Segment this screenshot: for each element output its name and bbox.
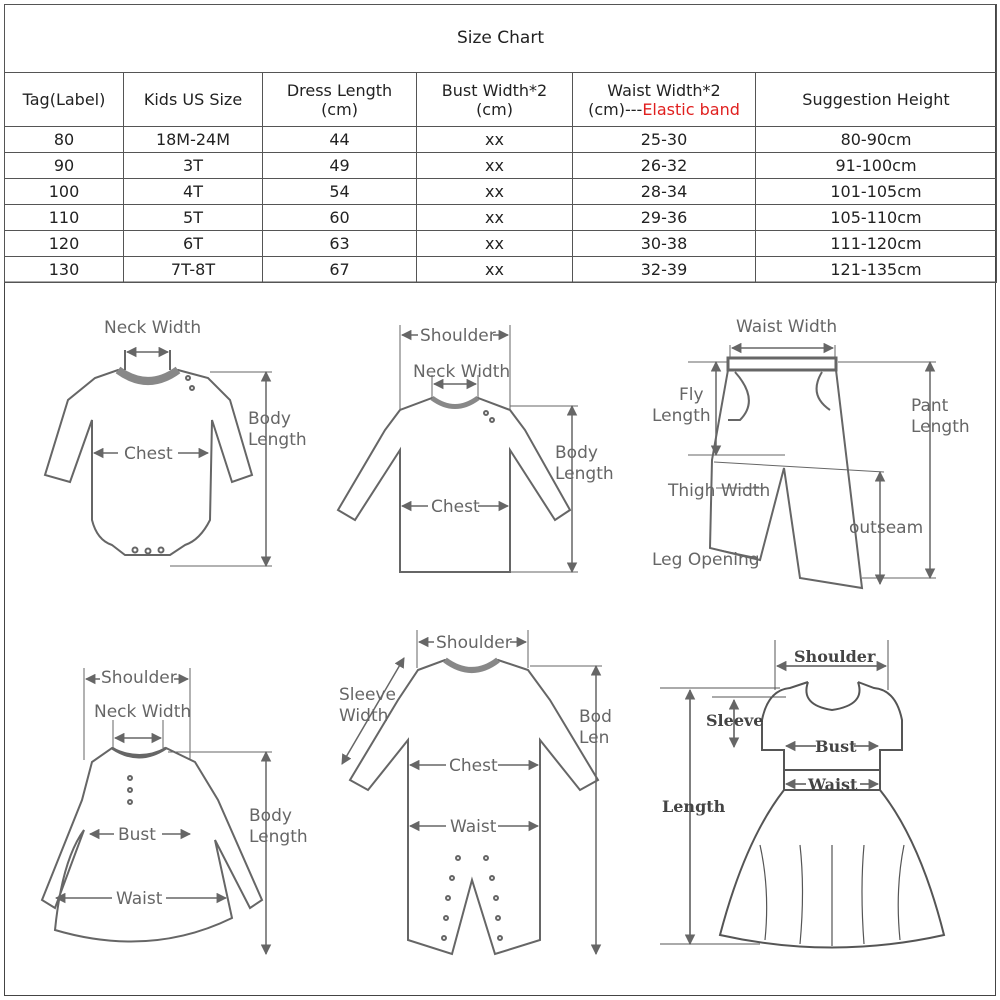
pants-outseam-label: outseam: [849, 518, 924, 538]
table-cell-bust: xx: [417, 127, 573, 153]
header-dress-length-line2: (cm): [321, 99, 358, 119]
romper-sleeve-label-1: Sleeve: [339, 685, 396, 705]
romper-shoulder-label: Shoulder: [436, 633, 512, 653]
header-waist-line1: Waist Width*2: [607, 80, 721, 100]
dress1-body-label-2: Length: [249, 827, 308, 847]
table-cell-length: 67: [263, 257, 417, 283]
table-cell-waist: 30-38: [573, 231, 756, 257]
romper-sleeve-label-2: Width: [339, 706, 389, 726]
table-cell-height: 111-120cm: [756, 231, 997, 257]
bodysuit-body-label-1: Body: [248, 409, 291, 429]
table-cell-bust: xx: [417, 231, 573, 257]
table-cell-us: 4T: [124, 179, 263, 205]
romper-chest-label: Chest: [449, 756, 498, 776]
table-cell-us: 3T: [124, 153, 263, 179]
dress2-length-label: Length: [662, 797, 726, 816]
shirt-neck-label: Neck Width: [413, 362, 511, 382]
romper-diagram: [342, 630, 602, 954]
shirt-body-label-2: Length: [555, 464, 614, 484]
table-cell-height: 121-135cm: [756, 257, 997, 283]
dress2-waist-label: Waist: [808, 775, 858, 794]
table-cell-us: 5T: [124, 205, 263, 231]
elastic-band-note: Elastic band: [642, 99, 740, 119]
romper-body-label-2: Len: [579, 728, 610, 748]
pants-thigh-label: Thigh Width: [668, 481, 771, 501]
table-cell-tag: 90: [5, 153, 124, 179]
table-cell-height: 105-110cm: [756, 205, 997, 231]
dress1-neck-label: Neck Width: [94, 702, 192, 722]
pants-pant-label-1: Pant: [911, 396, 949, 416]
shirt-body-label-1: Body: [555, 443, 598, 463]
table-cell-height: 80-90cm: [756, 127, 997, 153]
dress1-body-label-1: Body: [249, 806, 292, 826]
bodysuit-body-label-2: Length: [248, 430, 307, 450]
romper-waist-label: Waist: [450, 817, 497, 837]
header-kids-us-size: Kids US Size: [124, 73, 263, 127]
dress2-sleeve-label: Sleeve: [706, 711, 764, 730]
header-suggestion-height: Suggestion Height: [756, 73, 997, 127]
table-cell-length: 54: [263, 179, 417, 205]
header-bust-line1: Bust Width*2: [441, 80, 548, 100]
table-cell-length: 60: [263, 205, 417, 231]
table-cell-tag: 80: [5, 127, 124, 153]
table-cell-tag: 130: [5, 257, 124, 283]
table-cell-length: 49: [263, 153, 417, 179]
table-cell-waist: 29-36: [573, 205, 756, 231]
dress1-shoulder-label: Shoulder: [101, 668, 177, 688]
table-cell-length: 44: [263, 127, 417, 153]
table-cell-us: 6T: [124, 231, 263, 257]
dress1-waist-label: Waist: [116, 889, 163, 909]
table-cell-tag: 110: [5, 205, 124, 231]
table-cell-length: 63: [263, 231, 417, 257]
header-tag: Tag(Label): [5, 73, 124, 127]
shirt-shoulder-label: Shoulder: [420, 326, 496, 346]
romper-body-label-1: Bod: [579, 707, 612, 727]
pants-fly-label-2: Length: [652, 406, 711, 426]
dress2-bust-label: Bust: [815, 737, 857, 756]
table-cell-waist: 25-30: [573, 127, 756, 153]
table-cell-waist: 26-32: [573, 153, 756, 179]
dress-puff-sleeve-diagram: [660, 640, 944, 948]
bodysuit-neck-label: Neck Width: [104, 318, 202, 338]
table-cell-bust: xx: [417, 153, 573, 179]
table-cell-height: 91-100cm: [756, 153, 997, 179]
pants-leg-opening-label: Leg Opening: [652, 550, 760, 570]
pants-waist-label: Waist Width: [736, 317, 838, 337]
header-bust-line2: (cm): [476, 99, 513, 119]
dress1-bust-label: Bust: [118, 825, 156, 845]
table-title: Size Chart: [5, 5, 997, 73]
pants-fly-label-1: Fly: [679, 385, 704, 405]
table-cell-height: 101-105cm: [756, 179, 997, 205]
table-cell-tag: 100: [5, 179, 124, 205]
table-cell-us: 7T-8T: [124, 257, 263, 283]
shirt-chest-label: Chest: [431, 497, 480, 517]
table-cell-bust: xx: [417, 257, 573, 283]
table-cell-bust: xx: [417, 179, 573, 205]
table-cell-waist: 32-39: [573, 257, 756, 283]
header-dress-length-line1: Dress Length: [286, 80, 393, 100]
table-cell-waist: 28-34: [573, 179, 756, 205]
table-cell-bust: xx: [417, 205, 573, 231]
dress2-shoulder-label: Shoulder: [794, 647, 876, 666]
table-cell-tag: 120: [5, 231, 124, 257]
pants-pant-label-2: Length: [911, 417, 970, 437]
header-waist-line2a: (cm)---: [588, 99, 643, 119]
bodysuit-chest-label: Chest: [124, 444, 173, 464]
table-cell-us: 18M-24M: [124, 127, 263, 153]
